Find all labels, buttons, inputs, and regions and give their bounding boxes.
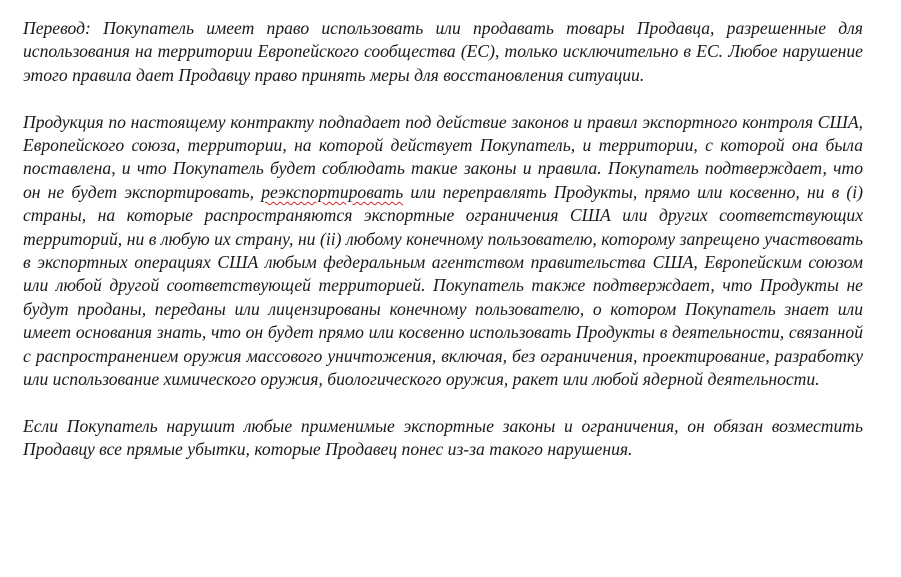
document-page[interactable] bbox=[23, 17, 863, 485]
paragraph-export-control-text-end: или переправлять Продукты, прямо или косвенно, ни в (i) страны, на которые распространяются экспортные ограничения США или других соответствующих территорий, ни в любую их страну, ни (ii) любому конечному пользователю, которому запрещено участвовать в экспортных операциях США любым федеральным агентством правительства США, Европейским союзом или любой другой соответствующей территорией. Покупатель также подтверждает, что Продукты не будут проданы, переданы или лицензированы конечному пользователю, о котором Покупатель знает или имеет основания знать, что он будет прямо или косвенно использовать Продукты в деятельности, связанной с распространением оружия массового уничтожения, включая, без ограничения, проектирование, разработку или использование химического оружия, биологического оружия, ракет или любой ядерной деятельности. bbox=[23, 181, 864, 390]
paragraph-translation: Перевод: Покупатель имеет право использовать или продавать товары Продавца, разрешенные для использования на территории Европейского сообщества (ЕС), только исключительно в ЕС. Любое нарушение этого правила дает Продавцу право принять меры для восстановления ситуации. bbox=[23, 18, 863, 85]
paragraph-export-control-text-start: Продукция по настоящему контракту подпадает под действие законов и правил экспортного контроля США, Европейского союза, территории, на которой действует Покупатель, и территории, с которой она была поставлена, и что Покупатель будет соблюдать такие законы и правила. Покупатель подтверждает, что он не будет экспортировать, bbox=[23, 111, 863, 202]
paragraph-compensation: Если Покупатель нарушит любые применимые экспортные законы и ограничения, он обязан возместить Продавцу все прямые убытки, которые Продавец понес из-за такого нарушения. bbox=[23, 415, 863, 460]
misspelled-word[interactable]: реэкспортировать bbox=[261, 181, 404, 202]
paragraph-export-control bbox=[23, 111, 863, 392]
